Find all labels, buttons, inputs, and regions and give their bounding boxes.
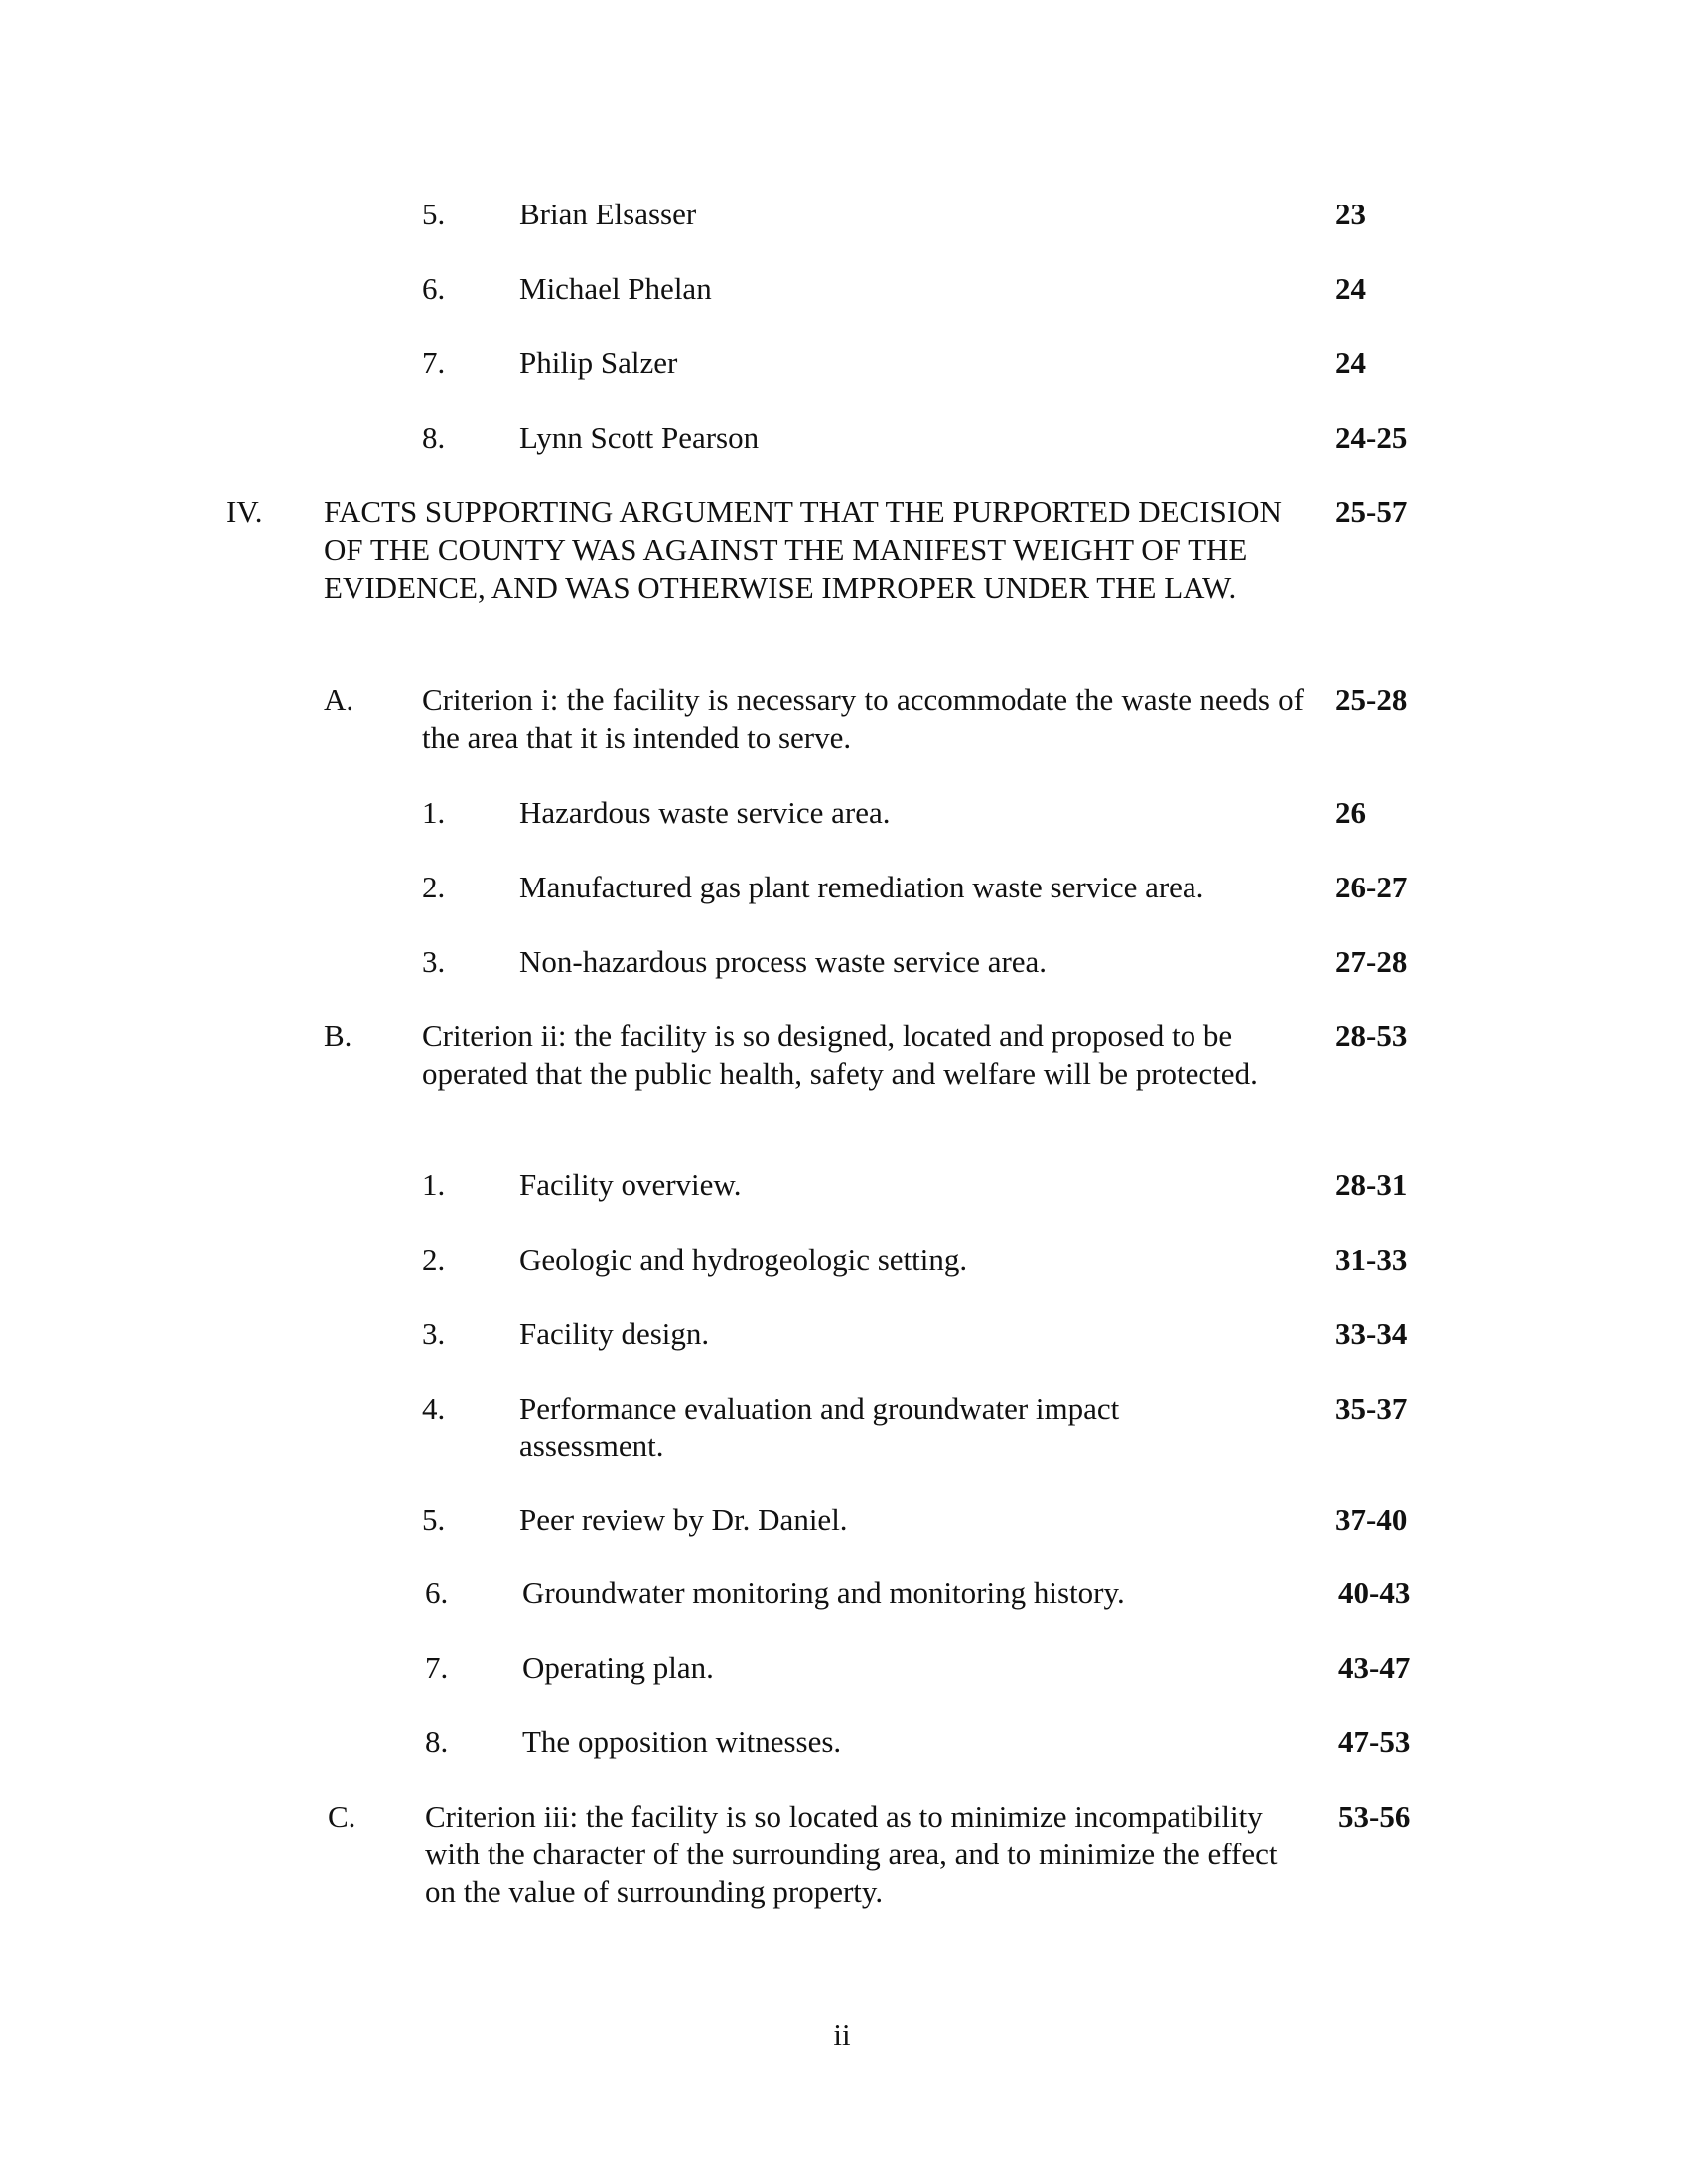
toc-entry-number: 5. (422, 197, 446, 231)
toc-entry-pages: 24-25 (1335, 420, 1408, 455)
toc-entry-number: 2. (422, 1242, 446, 1277)
toc-section-pages: 25-57 (1335, 494, 1408, 529)
toc-entry-number: 6. (425, 1575, 449, 1610)
toc-entry-title: Philip Salzer (519, 345, 678, 380)
page-number: ii (833, 2017, 851, 2052)
toc-section-number: IV. (226, 494, 263, 529)
toc-entry-pages: 27-28 (1335, 944, 1408, 979)
toc-entry-pages: 35-37 (1335, 1391, 1408, 1426)
toc-entry-title: Non-hazardous process waste service area. (519, 944, 1048, 979)
toc-entry-number: 6. (422, 271, 446, 306)
toc-entry-title: Lynn Scott Pearson (519, 420, 760, 455)
toc-entry-pages: 28-31 (1335, 1167, 1408, 1202)
toc-entry-pages: 24 (1335, 271, 1366, 306)
toc-entry-pages: 26-27 (1335, 870, 1408, 904)
toc-entry-title: Groundwater monitoring and monitoring history. (522, 1575, 1125, 1610)
toc-entry-title: Performance evaluation and groundwater impact assessment. (519, 1391, 1120, 1463)
toc-subsection-title: Criterion iii: the facility is so located as to minimize incompatibility with the character of the surrounding area, and to minimize the effect on the value of surrounding property. (425, 1799, 1278, 1909)
toc-entry-number: 7. (425, 1650, 449, 1685)
toc-entry-title: Manufactured gas plant remediation waste service area. (519, 870, 1204, 904)
toc-entry-title: Geologic and hydrogeologic setting. (519, 1242, 968, 1277)
toc-section-title: FACTS SUPPORTING ARGUMENT THAT THE PURPORTED DECISION OF THE COUNTY WAS AGAINST THE MANIFEST WEIGHT OF THE EVIDENCE, AND WAS OTHERWISE IMPROPER UNDER THE LAW. (324, 494, 1282, 605)
toc-entry-title: Brian Elsasser (519, 197, 697, 231)
toc-entry-pages: 24 (1335, 345, 1366, 380)
toc-entry-title: Michael Phelan (519, 271, 712, 306)
toc-entry-pages: 47-53 (1338, 1724, 1411, 1759)
toc-entry-number: 8. (425, 1724, 449, 1759)
toc-entry-number: 8. (422, 420, 446, 455)
toc-entry-title: Operating plan. (522, 1650, 714, 1685)
toc-entry-number: 4. (422, 1391, 446, 1426)
toc-entry-title: Hazardous waste service area. (519, 795, 891, 830)
toc-entry-number: 1. (422, 1167, 446, 1202)
toc-entry-number: 2. (422, 870, 446, 904)
toc-subsection-title: Criterion ii: the facility is so designed, located and proposed to be operated that the public health, safety and welfare will be protected. (422, 1019, 1258, 1091)
toc-entry-pages: 26 (1335, 795, 1366, 830)
toc-entry-pages: 31-33 (1335, 1242, 1408, 1277)
toc-subsection-title: Criterion i: the facility is necessary to accommodate the waste needs of the area that it is intended to serve. (422, 682, 1304, 754)
toc-entry-pages: 43-47 (1338, 1650, 1411, 1685)
toc-subsection-pages: 28-53 (1335, 1019, 1408, 1053)
toc-entry-number: 1. (422, 795, 446, 830)
toc-subsection-letter: C. (328, 1799, 356, 1834)
toc-entry-pages: 37-40 (1335, 1502, 1408, 1537)
toc-entry-number: 5. (422, 1502, 446, 1537)
toc-subsection-letter: A. (324, 682, 354, 717)
toc-entry-title: Peer review by Dr. Daniel. (519, 1502, 848, 1537)
toc-subsection-letter: B. (324, 1019, 352, 1053)
toc-entry-title: Facility overview. (519, 1167, 742, 1202)
toc-entry-number: 7. (422, 345, 446, 380)
toc-entry-title: Facility design. (519, 1316, 710, 1351)
toc-entry-pages: 23 (1335, 197, 1366, 231)
toc-entry-title: The opposition witnesses. (522, 1724, 842, 1759)
toc-subsection-pages: 25-28 (1335, 682, 1408, 717)
toc-entry-pages: 40-43 (1338, 1575, 1411, 1610)
toc-entry-pages: 33-34 (1335, 1316, 1408, 1351)
toc-subsection-pages: 53-56 (1338, 1799, 1411, 1834)
toc-entry-number: 3. (422, 944, 446, 979)
toc-entry-number: 3. (422, 1316, 446, 1351)
